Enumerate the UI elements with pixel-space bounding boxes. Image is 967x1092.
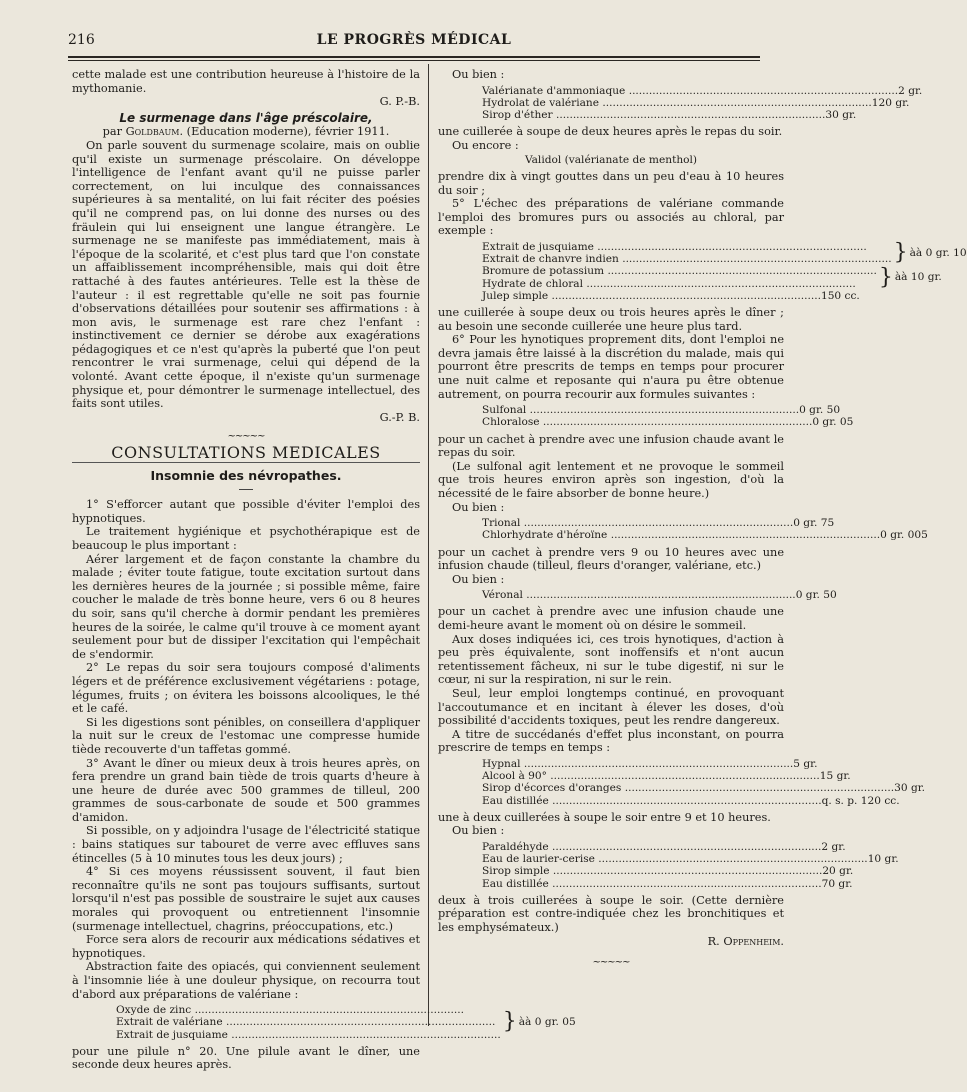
rx-item: Eau distillée ................................................................................: [482, 794, 822, 807]
prescription-paraldehyde: [482, 841, 899, 890]
journal-title: LE PROGRÈS MÉDICAL: [316, 32, 512, 48]
rx-item: Bromure de potassium ................................................................................: [482, 265, 877, 278]
subsection-title: Insomnie des névropathes.: [150, 467, 342, 483]
rx-item: Eau de laurier-cerise ................................................................................: [482, 853, 868, 866]
rx-dose: q. s. p. 120 cc.: [821, 794, 900, 807]
rx-item: Hydrate de chloral ................................................................................: [482, 277, 856, 290]
article-signature: G.-P. B.: [379, 410, 420, 424]
rx-dose: 30 gr.: [825, 109, 857, 121]
rx-dose: 2 gr.: [821, 841, 846, 854]
article-byline: [72, 125, 420, 139]
rx-item: Eau distillée ................................................................................: [482, 877, 822, 890]
paragraph: A titre de succédanés d'effet plus inconstant, on pourra prescrire de temps en temps :: [438, 727, 784, 755]
paragraph: pour un cachet à prendre avec une infusion chaude une demi-heure avant le moment où on désire le sommeil.: [438, 605, 784, 633]
paragraph: une cuillerée à soupe de deux heures après le repas du soir.: [438, 125, 783, 139]
rx-dose: 20 gr.: [822, 865, 854, 878]
rx-dose: àà 0 gr. 10: [909, 247, 967, 260]
paragraph: Si les digestions sont pénibles, on conseillera d'appliquer la nuit sur le creux de l'estomac une compresse humide tiède recouverte d'un taffetas gommé.: [72, 715, 420, 756]
rx-item: Oxyde de zinc ................................................................................: [116, 1004, 464, 1017]
rx-dose: 10 gr.: [867, 853, 899, 866]
brace: }: [878, 264, 893, 290]
rx-item: Extrait de jusquiame ................................................................................: [116, 1028, 501, 1041]
rx-dose: 0 gr. 005: [880, 529, 928, 542]
rx-dose: 0 gr. 50: [799, 404, 841, 417]
ou-bien: Ou bien :: [452, 68, 505, 81]
rx-item: Extrait de chanvre indien ................................................................................: [482, 253, 892, 266]
rx-item: Valérianate d'ammoniaque ................................................................................: [482, 84, 899, 97]
rx-dose: 15 gr.: [819, 770, 851, 783]
rx-item: Paraldéhyde ................................................................................: [482, 841, 822, 854]
rx-dose: àà 10 gr.: [894, 271, 942, 284]
article-title: Le surmenage dans l'âge préscolaire,: [119, 110, 373, 125]
paragraph: Abstraction faite des opiacés, qui conviennent seulement à l'insomnie liée à une douleur physique, on recourra tout d'abord aux préparations de valériane :: [72, 960, 420, 1001]
byline-author: Goldbaum: [125, 125, 180, 139]
rx-dose: 5 gr.: [793, 758, 818, 771]
paragraph: Aux doses indiquées ici, ces trois hynotiques, d'action à peu près équivalente, sont inoffensifs et n'ont aucun retentissement fâcheux, ni sur le tube digestif, ni sur le cœur, ni sur la respiration, ni sur le rein.: [438, 632, 784, 687]
prescription-trional: [482, 517, 928, 542]
brace: }: [893, 240, 908, 266]
prescription-valerianate: [482, 84, 923, 122]
rx-item: Véronal ................................................................................: [482, 589, 796, 602]
paragraph: Si possible, on y adjoindra l'usage de l'électricité statique : bains statiques sur tabouret de verre avec effluves sans étincelles (5 à 10 minutes tous les deux jours) ;: [72, 824, 420, 865]
rx-dose: 120 gr.: [871, 96, 910, 109]
paragraph: 4° Si ces moyens réussissent souvent, il faut bien reconnaître qu'ils ne sont pas toujours suffisants, surtout lorsqu'il n'est pas possible de soustraire le sujet aux causes morales qui provoquent ou entretiennent l'insomnie (surmenage intellectuel, chagrins, préoccupations, etc.): [72, 865, 420, 933]
paragraph: (Le sulfonal agit lentement et ne provoque le sommeil que trois heures environ après son ingestion, d'où la nécessité de le faire absorber de bonne heure.): [438, 459, 784, 500]
section-title: CONSULTATIONS MEDICALES: [72, 446, 420, 463]
rx-dose: 0 gr. 50: [795, 589, 837, 602]
rx-item: Sirop d'éther ................................................................................: [482, 109, 826, 121]
paragraph: pour une pilule n° 20. Une pilule avant le dîner, une seconde deux heures après.: [72, 1044, 420, 1072]
paragraph: 5° L'échec des préparations de valériane commande l'emploi des bromures purs ou associés au chloral, par exemple :: [438, 197, 784, 238]
rx-item: Chloralose ................................................................................: [482, 416, 813, 429]
ou-bien: Ou bien :: [452, 824, 505, 838]
byline-prefix: par: [102, 125, 122, 139]
subsection-rule: [239, 489, 253, 490]
rx-item: Sirop simple ................................................................................: [482, 865, 823, 878]
prescription-bromures: [482, 240, 967, 302]
ou-bien: Ou bien :: [452, 572, 505, 586]
page-header: [68, 30, 760, 52]
header-rule-thin: [68, 60, 760, 61]
paragraph: une à deux cuillerées à soupe le soir entre 9 et 10 heures.: [438, 810, 771, 824]
rx-item: Extrait de valériane ................................................................................: [116, 1016, 496, 1029]
rx-dose: àà 0 gr. 05: [518, 1016, 576, 1029]
rx-item: Sulfonal ................................................................................: [482, 404, 800, 417]
paragraph: Force sera alors de recourir aux médications sédatives et hypnotiques.: [72, 933, 420, 960]
intro-signature: G. P.-B.: [379, 95, 420, 109]
rx-item: Alcool à 90° ................................................................................: [482, 770, 820, 783]
rx-dose: 150 cc.: [820, 289, 860, 302]
validol-line: Validol (valérianate de menthol): [524, 154, 698, 167]
byline-source: . (Education moderne), février 1911.: [179, 125, 390, 139]
paragraph: 2° Le repas du soir sera toujours composé d'aliments légers et de préférence exclusivement végétariens : potage, légumes, fruits ; on évitera les boissons alcooliques, le thé et le café.: [72, 661, 420, 716]
rx-item: Sirop d'écorces d'oranges ................................................................................: [482, 782, 895, 795]
paragraph: deux à trois cuillerées à soupe le soir. (Cette dernière préparation est contre-indiquée chez les bronchitiques et les emphysémateux.): [438, 893, 784, 935]
paragraph: 1° S'efforcer autant que possible d'éviter l'emploi des hypnotiques.: [72, 498, 420, 525]
prescription-valeriane: [116, 1004, 576, 1041]
paragraph: prendre dix à vingt gouttes dans un peu d'eau à 10 heures du soir ;: [438, 169, 784, 197]
paragraph: pour un cachet à prendre vers 9 ou 10 heures avec une infusion chaude (tilleul, fleurs d'oranger, valériane, etc.): [438, 545, 784, 573]
brace: }: [502, 1009, 517, 1035]
rx-item: Extrait de jusquiame ................................................................................: [482, 240, 867, 253]
column-separator: [428, 64, 429, 1026]
section-ornament: ~~~~~: [227, 431, 265, 443]
rx-dose: 0 gr. 05: [812, 416, 854, 429]
intro-paragraph: cette malade est une contribution heureuse à l'histoire de la mythomanie.: [72, 68, 420, 95]
final-signature: R. Oppenheim.: [707, 934, 784, 948]
paragraph: Aérer largement et de façon constante la chambre du malade ; éviter toute fatigue, toute excitation surtout dans les dernières heures de la journée ; si possible même, faire coucher le malade de très bonne heure, vers 6 ou 8 heures du soir, sans qu'il cherche à dormir pendant les premières heures de la soirée, le calme qu'il trouve à ce moment ayant seulement pour but de dissiper l'excitation qui l'empêchait de s'endormir.: [72, 552, 420, 661]
paragraph: pour un cachet à prendre avec une infusion chaude avant le repas du soir.: [438, 432, 784, 460]
rx-item: Hypnal ................................................................................: [482, 758, 794, 771]
right-column: [438, 68, 967, 972]
ou-bien: Ou bien :: [452, 500, 505, 514]
page-number: 216: [68, 32, 95, 48]
rx-dose: 0 gr. 75: [793, 517, 835, 530]
rx-dose: 70 gr.: [821, 877, 853, 890]
end-ornament: ~~~~~: [592, 957, 630, 969]
rx-item: Chlorhydrate d'héroïne ................................................................................: [482, 529, 881, 542]
paragraph: Le traitement hygiénique et psychothérapique est de beaucoup le plus important :: [72, 525, 420, 552]
paragraph: Seul, leur emploi longtemps continué, en provoquant l'accoutumance et en incitant à élever les doses, d'où possibilité d'accidents toxiques, peut les rendre dangereux.: [438, 687, 784, 728]
ou-encore: Ou encore :: [452, 138, 519, 152]
paragraph: 6° Pour les hynotiques proprement dits, dont l'emploi ne devra jamais être laissé à la discrétion du malade, mais qui pourront être prescrits de temps en temps pour procurer une nuit calme et reposante qui n'aura pu être obtenue autrement, on pourra recourir aux formules suivantes :: [438, 333, 784, 401]
rx-item: Julep simple ................................................................................: [482, 289, 821, 302]
prescription-sulfonal: [482, 404, 854, 429]
header-rule: [68, 56, 760, 58]
prescription-veronal: [482, 589, 837, 602]
paragraph: une cuillerée à soupe deux ou trois heures après le dîner ; au besoin une seconde cuillerée une heure plus tard.: [438, 305, 784, 333]
rx-item: Trional ................................................................................: [482, 517, 794, 530]
rx-item: Hydrolat de valériane ................................................................................: [482, 96, 872, 109]
rx-dose: 30 gr.: [894, 782, 926, 795]
article-body: On parle souvent du surmenage scolaire, mais on oublie qu'il existe un surmenage préscolaire. On développe l'intelligence de l'enfant avant qu'il ne puisse parler correctement, on lui inculque des connaissances supérieures à sa mentalité, on lui fait réciter des poésies qu'il ne comprend pas, on lui donne des nurses ou des fräulein qui lui enseignent une langue étrangère. Le surmenage ne se manifeste pas immédiatement, mais à l'époque de la scolarité, et c'est plus tard que l'on constate un affaiblissement incompréhensible, mais qui doit être rattaché à des fautes antérieures. Telle est la thèse de l'auteur : il est regrettable qu'elle ne soit pas fournie d'observations détaillées pour soutenir ses affirmations : à mon avis, le surmenage est rare chez l'enfant : instinctivement ce dernier se dérobe aux exagérations pédagogiques et ce n'est qu'après la puberté que l'on peut rencontrer le vrai surmenage, celui qui dépend de la volonté. Avant cette époque, il n'existe qu'un surmenage physique et, pour démontrer le surmenage intellectuel, des faits sont utiles.: [72, 138, 420, 411]
paragraph: 3° Avant le dîner ou mieux deux à trois heures après, on fera prendre un grand bain tiède de trois quarts d'heure à une heure de durée avec 500 grammes de tilleul, 200 grammes de sous-carbonate de soude et 500 grammes d'amidon.: [72, 756, 420, 824]
prescription-hypnal: [482, 758, 926, 807]
rx-dose: 2 gr.: [898, 84, 923, 97]
